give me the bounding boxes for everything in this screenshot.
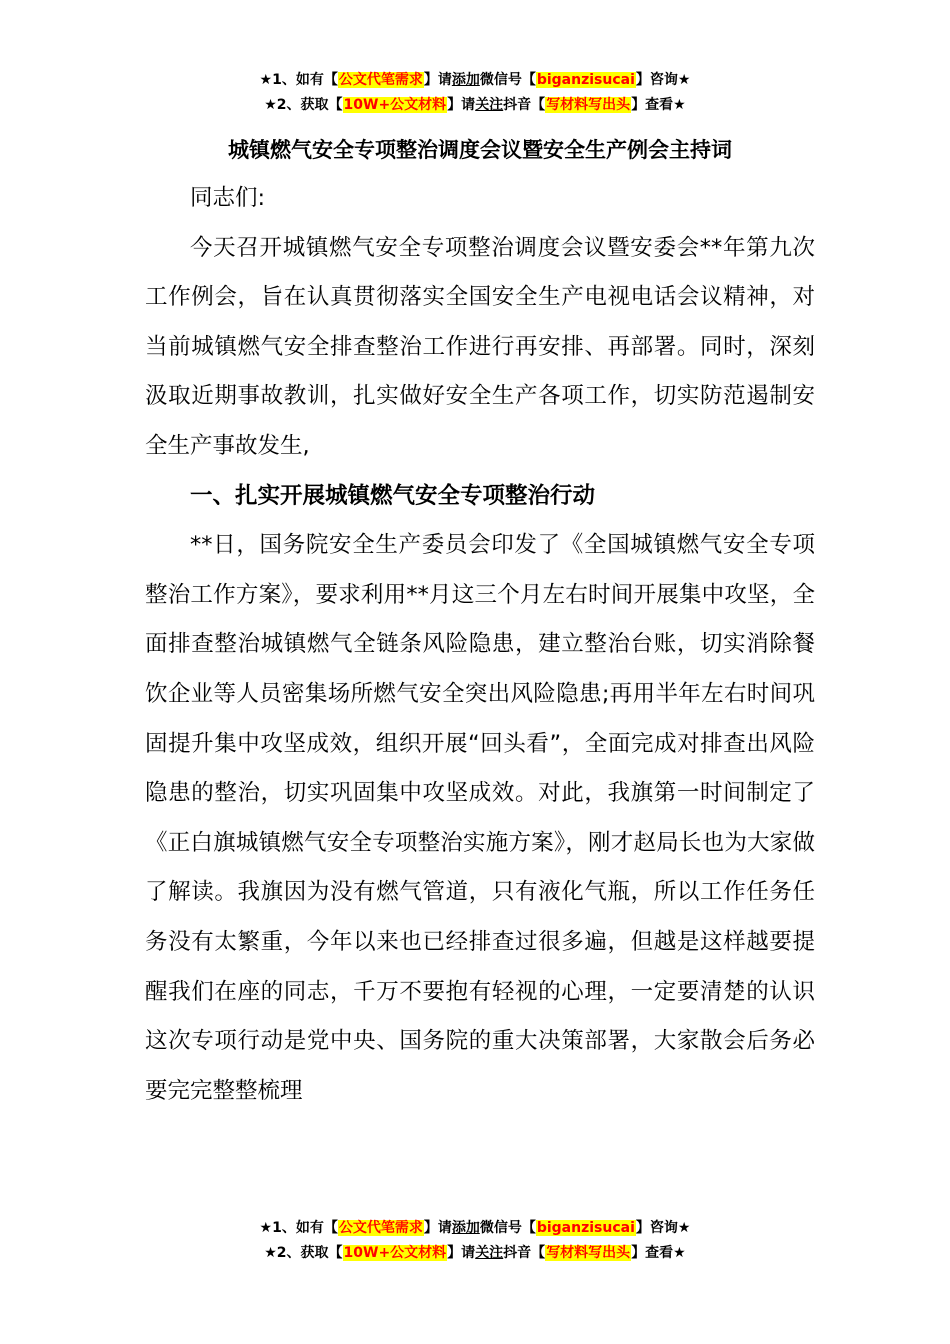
highlight-service: 公文代笔需求: [338, 72, 423, 88]
highlight-douyin: 写材料写出头: [546, 1245, 631, 1261]
section-heading-1: 一、扎实开展城镇燃气安全专项整治行动: [190, 482, 596, 509]
banner-text: 微信号【: [479, 72, 536, 88]
footer-banner: [0, 1216, 950, 1266]
highlight-materials: 10W+公文材料: [343, 1245, 447, 1261]
banner-underlined: 关注: [475, 97, 504, 113]
intro-paragraph: 今天召开城镇燃气安全专项整治调度会议暨安委会**年第九次工作例会，旨在认真贯彻落实全国安全生产电视电话会议精神，对当前城镇燃气安全排查整治工作进行再安排、再部署。同时，深刻汲取近期事故教训，扎实做好安全生产各项工作，切实防范遏制安全生产事故发生,: [145, 234, 815, 459]
banner-text: 】请: [423, 72, 452, 88]
banner-text: ★2、获取【: [264, 1245, 343, 1261]
banner-text: 】请: [447, 97, 476, 113]
banner-line-2: [0, 93, 950, 118]
banner-text: 微信号【: [479, 1220, 536, 1236]
banner-text: 】咨询★: [635, 1220, 691, 1236]
banner-text: 】查看★: [631, 97, 686, 113]
banner-line-1: [0, 68, 950, 93]
highlight-douyin: 写材料写出头: [546, 97, 631, 113]
banner-line-2: [0, 1241, 950, 1266]
banner-line-1: [0, 1216, 950, 1241]
banner-text: 抖音【: [503, 97, 546, 113]
banner-underlined: 添加: [451, 72, 480, 88]
banner-text: ★1、如有【: [259, 1220, 338, 1236]
banner-text: 抖音【: [503, 1245, 546, 1261]
document-body: [145, 132, 815, 1116]
banner-text: ★1、如有【: [259, 72, 338, 88]
header-banner: [0, 68, 950, 118]
banner-text: ★2、获取【: [264, 97, 343, 113]
banner-text: 】请: [447, 1245, 476, 1261]
banner-underlined: 添加: [451, 1220, 480, 1236]
banner-text: 】咨询★: [635, 72, 691, 88]
banner-underlined: 关注: [475, 1245, 504, 1261]
greeting: 同志们:: [190, 185, 266, 211]
banner-text: 】请: [423, 1220, 452, 1236]
document-title: 城镇燃气安全专项整治调度会议暨安全生产例会主持词: [228, 138, 732, 162]
section-1-paragraph: **日，国务院安全生产委员会印发了《全国城镇燃气安全专项整治工作方案》，要求利用**月这三个月左右时间开展集中攻坚，全面排查整治城镇燃气全链条风险隐患，建立整治台账，切实消除餐饮企业等人员密集场所燃气安全突出风险隐患;再用半年左右时间巩固提升集中攻坚成效，组织开展“回头看”，全面完成对排查出风险隐患的整治，切实巩固集中攻坚成效。对此，我旗第一时间制定了《正白旗城镇燃气安全专项整治实施方案》，刚才赵局长也为大家做了解读。我旗因为没有燃气管道，只有液化气瓶，所以工作任务任务没有太繁重，今年以来也已经排查过很多遍，但越是这样越要提醒我们在座的同志，千万不要抱有轻视的心理，一定要清楚的认识这次专项行动是党中央、国务院的重大决策部署，大家散会后务必要完完整整梳理: [145, 532, 815, 1104]
highlight-wechat-id: biganzisucai: [536, 72, 635, 88]
highlight-wechat-id: biganzisucai: [536, 1220, 635, 1236]
banner-text: 】查看★: [631, 1245, 686, 1261]
highlight-materials: 10W+公文材料: [343, 97, 447, 113]
highlight-service: 公文代笔需求: [338, 1220, 423, 1236]
